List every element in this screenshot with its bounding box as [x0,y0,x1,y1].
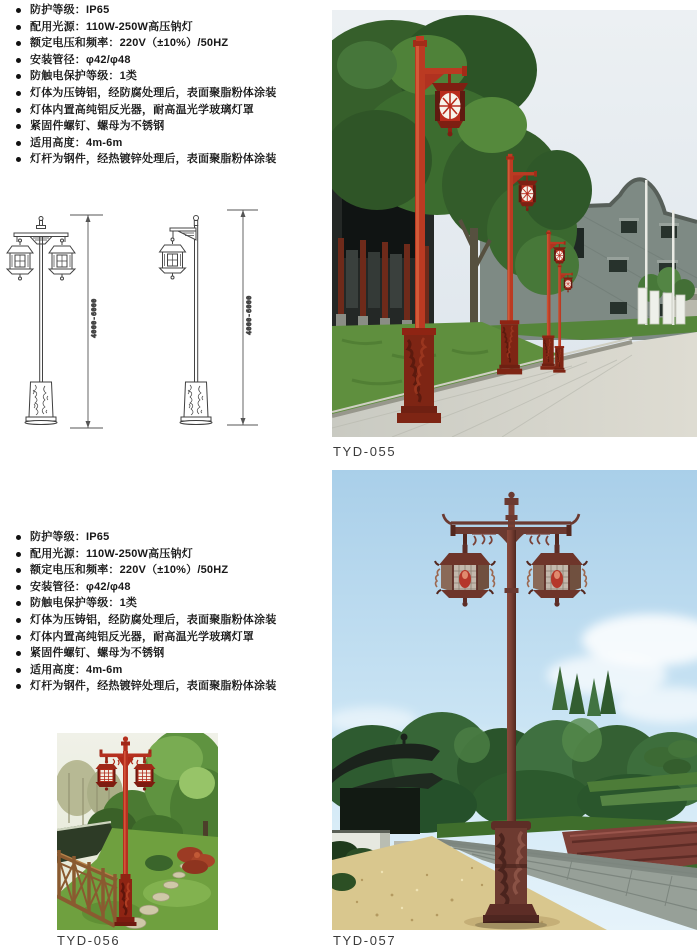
spec-list-top [16,2,328,168]
spec-item [16,595,328,612]
bullet-icon [16,25,21,30]
spec-text: 防触电保护等级：1类 [30,597,138,610]
spec-item [16,562,328,579]
spec-item [16,35,328,52]
bullet-icon [16,141,21,146]
spec-item [16,612,328,629]
spec-list-bottom [16,529,328,695]
product-code-tyd-057: TYD-057 [333,933,397,948]
bullet-icon [16,108,21,113]
spec-item [16,629,328,646]
bullet-icon [16,74,21,79]
bullet-icon [16,585,21,590]
bullet-icon [16,618,21,623]
technical-drawings [0,195,330,445]
spec-text: 安装管径：φ42/φ48 [30,580,131,593]
product-code-tyd-055: TYD-055 [333,444,397,459]
spec-text: 防触电保护等级：1类 [30,70,138,83]
bullet-icon [16,8,21,13]
bullet-icon [16,41,21,46]
spec-text: 灯体为压铸铝，经防腐处理后，表面聚脂粉体涂装 [30,613,277,626]
spec-item [16,135,328,152]
spec-item [16,19,328,36]
photo-tyd-057 [332,470,697,930]
spec-text: 防护等级：IP65 [30,4,110,16]
spec-item [16,102,328,119]
spec-text: 配用光源：110W-250W高压钠灯 [30,547,193,560]
bullet-icon [16,157,21,162]
photo-tyd-056 [57,733,218,930]
spec-item [16,151,328,168]
spec-item [16,645,328,662]
photo-tyd-055 [332,10,697,437]
spec-text: 灯杆为钢件，经热镀锌处理后，表面聚脂粉体涂装 [30,153,277,166]
spec-item [16,662,328,679]
spec-item [16,118,328,135]
bullet-icon [16,552,21,557]
bullet-icon [16,568,21,573]
product-code-tyd-056: TYD-056 [57,933,121,948]
spec-item [16,579,328,596]
spec-item [16,546,328,563]
spec-item [16,52,328,69]
spec-text: 灯体内置高纯铝反光器，耐高温光学玻璃灯罩 [30,630,254,643]
bullet-icon [16,91,21,96]
dimension-line [70,215,103,428]
spec-text: 灯杆为钢件，经热镀锌处理后，表面聚脂粉体涂装 [30,680,277,693]
bullet-icon [16,535,21,540]
spec-item [16,68,328,85]
spec-item [16,2,328,19]
spec-text: 额定电压和频率：220V（±10%）/50HZ [30,564,229,577]
spec-text: 紧固件螺钉、螺母为不锈钢 [30,120,165,133]
drawing-single-arm-lamp [160,210,259,425]
bullet-icon [16,684,21,689]
spec-text: 安装管径：φ42/φ48 [30,53,131,66]
bullet-icon [16,651,21,656]
dimension-label: 4000-6000 [90,298,98,338]
bullet-icon [16,58,21,63]
bullet-icon [16,635,21,640]
spec-text: 配用光源：110W-250W高压钠灯 [30,20,193,33]
spec-text: 灯体内置高纯铝反光器，耐高温光学玻璃灯罩 [30,103,254,116]
spec-text: 适用高度：4m-6m [30,663,123,676]
spec-item [16,678,328,695]
dimension-line [227,210,258,425]
spec-text: 紧固件螺钉、螺母为不锈钢 [30,647,165,660]
bullet-icon [16,124,21,129]
green-bush [145,855,173,871]
bullet-icon [16,668,21,673]
dimension-label: 4000-6000 [245,295,253,335]
bullet-icon [16,601,21,606]
spec-text: 额定电压和频率：220V（±10%）/50HZ [30,37,229,50]
spec-item [16,529,328,546]
drawing-double-arm-lamp [7,215,103,428]
spec-text: 适用高度：4m-6m [30,136,123,149]
spec-text: 灯体为压铸铝，经防腐处理后，表面聚脂粉体涂装 [30,86,277,99]
spec-text: 防护等级：IP65 [30,531,110,543]
spec-item [16,85,328,102]
